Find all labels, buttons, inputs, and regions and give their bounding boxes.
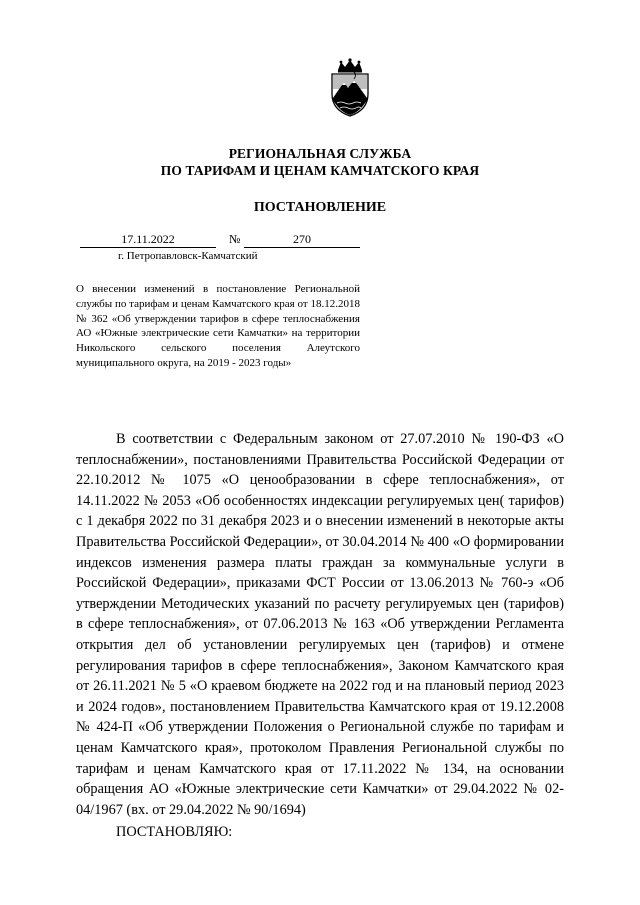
document-type-title: ПОСТАНОВЛЕНИЕ [253, 200, 387, 215]
decree-word: ПОСТАНОВЛЯЮ: [116, 824, 233, 840]
document-date: 17.11.2022 [80, 232, 216, 248]
organization-name-line-1: РЕГИОНАЛЬНАЯ СЛУЖБА [228, 146, 412, 161]
city-name: г. Петропавловск-Камчатский [118, 250, 258, 262]
number-sign: № [229, 232, 241, 246]
kamchatka-coat-of-arms-icon [328, 58, 372, 118]
document-number: 270 [244, 232, 360, 248]
document-body-paragraph: В соответствии с Федеральным законом от 27.07.2010 № 190-ФЗ «О теплоснабжении», постановлениями Правительства Российской Федерации от 22.10.2012 № 1075 «О ценообразовании в сфере теплоснабжения», от 14.11.2022 № 2053 «Об особенностях индексации регулируемых цен( тарифов) с 1 декабря 2022 по 31 декабря 2023 и о внесении изменений в некоторые акты Правительства Российской Федерации», от 30.04.2014 № 400 «О формировании индексов изменения размера платы граждан за коммунальные услуги в Российской Федерации», приказами ФСТ России от 13.06.2013 № 760-э «Об утверждении Методических указаний по расчету регулируемых цен (тарифов) в сфере теплоснабжения», от 07.06.2013 № 163 «Об утверждении Регламента открытия дел об установлении регулируемых цен (тарифов) и отмене регулирования тарифов в сфере теплоснабжения», Законом Камчатского края от 26.11.2021 № 5 «О краевом бюджете на 2022 год и на плановый период 2023 и 2024 годов», постановлением Правительства Камчатского края от 19.12.2008 № 424-П «Об утверждении Положения о Региональной службе по тарифам и ценам Камчатского края», протоколом Правления Региональной службы по тарифам и ценам Камчатского края от 17.11.2022 № 134, на основании обращения АО «Южные электрические сети Камчатки» от 29.04.2022 № 02-04/1967 (вх. от 29.04.2022 № 90/1694) [76, 431, 564, 818]
organization-name-line-2: ПО ТАРИФАМ И ЦЕНАМ КАМЧАТСКОГО КРАЯ [160, 163, 480, 178]
document-subject: О внесении изменений в постановление Региональной службы по тарифам и ценам Камчатского края от 18.12.2018 № 362 «Об утверждении тарифов в сфере теплоснабжения АО «Южные электрические сети Камчатки» на территории Никольского сельского поселения Алеутского муниципального округа, на 2019 - 2023 годы» [76, 283, 360, 369]
